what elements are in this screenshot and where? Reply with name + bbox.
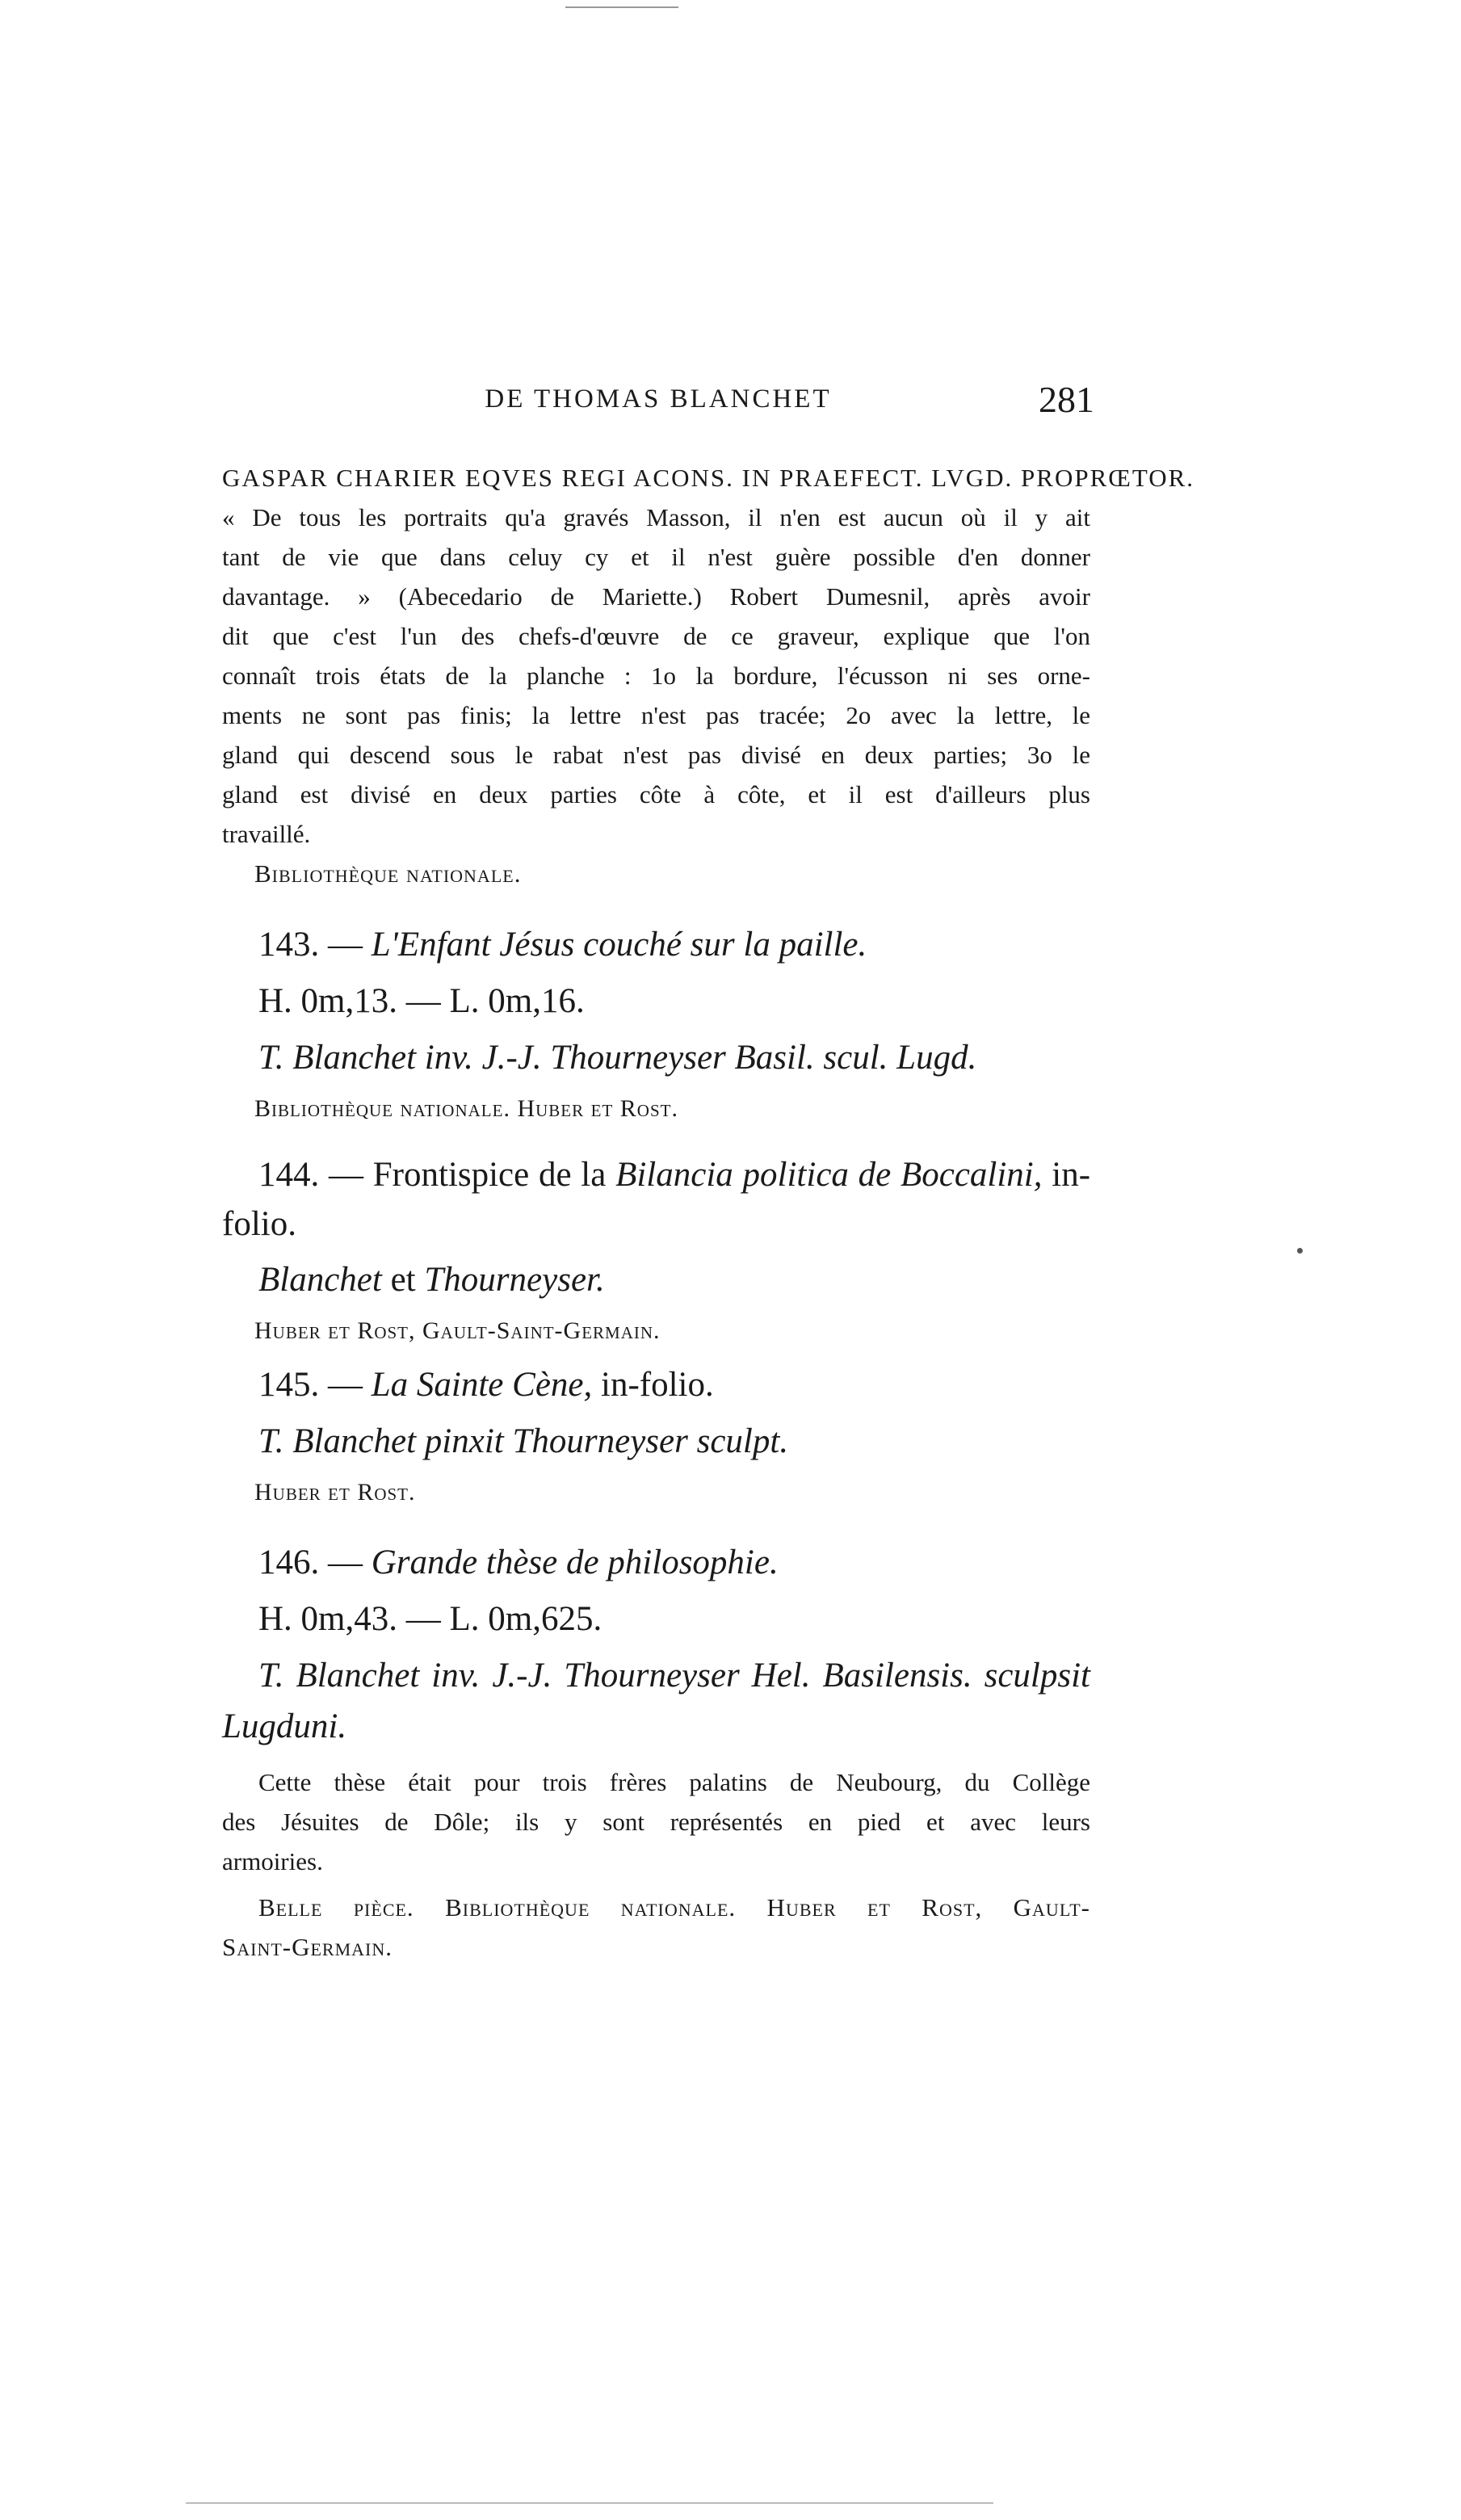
body-line: connaît trois états de la planche : 1o la bordure, l'écusson ni ses orne- <box>222 662 1090 690</box>
entry-title-suffix: in- <box>1052 1156 1091 1194</box>
entry-source: Huber et Rost. <box>254 1479 416 1506</box>
note-line: des Jésuites de Dôle; ils y sont représentés en pied et avec leurs <box>222 1808 1090 1836</box>
entry-signature: T. Blanchet inv. J.-J. Thourneyser Basil. scul. Lugd. <box>258 1039 977 1077</box>
body-line: gland est divisé en deux parties côte à côte, et il est d'ailleurs plus <box>222 780 1090 808</box>
running-title: DE THOMAS BLANCHET <box>485 384 832 414</box>
entry-title: Grande thèse de philosophie. <box>371 1544 779 1581</box>
entry-dimensions: H. 0m,43. — L. 0m,625. <box>258 1600 602 1638</box>
entry-note <box>222 1758 1090 1881</box>
entry-source <box>222 1881 1090 1967</box>
em-dash: — <box>328 926 363 964</box>
ink-speck <box>1297 1248 1303 1254</box>
source-line: Saint-Germain. <box>222 1933 393 1961</box>
body-line: dit que c'est l'un des chefs-d'œuvre de ce graveur, explique que l'on <box>222 622 1090 650</box>
entry-heading <box>222 917 1090 973</box>
catalog-entry-146 <box>222 1535 1090 1967</box>
conjunction: et <box>390 1261 416 1299</box>
body-line: gland qui descend sous le rabat n'est pas divisé en deux parties; 3o le <box>222 741 1090 769</box>
entry-dimensions: H. 0m,13. — L. 0m,16. <box>258 982 585 1020</box>
em-dash: — <box>329 1156 363 1194</box>
entry-signature: T. Blanchet pinxit Thourneyser sculpt. <box>258 1422 789 1460</box>
entry-title-continued: folio. <box>222 1205 296 1243</box>
source-line: Bibliothèque nationale. <box>254 859 522 888</box>
body-line: travaillé. <box>222 820 311 848</box>
note-line: Cette thèse était pour trois frères palatins de Neubourg, du Collège <box>258 1768 1090 1796</box>
entry-number: 146. <box>258 1544 320 1581</box>
engraver-name: Thourneyser. <box>424 1261 605 1299</box>
entry-source: Bibliothèque nationale. Huber et Rost. <box>254 1095 678 1122</box>
catalog-entry-143 <box>222 917 1090 1132</box>
body-line: ments ne sont pas finis; la lettre n'est pas tracée; 2o avec la lettre, le <box>222 701 1090 729</box>
entry-number: 144. <box>258 1156 320 1194</box>
source-line: Belle pièce. Bibliothèque nationale. Huber et Rost, Gault- <box>258 1893 1090 1922</box>
entry-title: Bilancia politica de Boccalini, <box>615 1156 1043 1194</box>
body-line: « De tous les portraits qu'a gravés Masson, il n'en est aucun où il y ait <box>222 503 1090 531</box>
entry-title: L'Enfant Jésus couché sur la paille. <box>371 926 867 964</box>
page-header <box>222 378 1094 426</box>
entry-title-suffix: in-folio. <box>601 1366 714 1404</box>
scan-mark-bottom <box>186 2502 993 2504</box>
entry-heading <box>222 1357 1090 1413</box>
entry-title-prefix: Frontispice de la <box>372 1156 607 1194</box>
entry-signature <box>222 1252 1090 1308</box>
entry-signature: T. Blanchet inv. J.-J. Thourneyser Hel. Basilensis. sculpsit <box>258 1657 1090 1695</box>
em-dash: — <box>328 1366 363 1404</box>
body-line: davantage. » (Abecedario de Mariette.) Robert Dumesnil, après avoir <box>222 582 1090 611</box>
entry-heading <box>222 1147 1090 1203</box>
em-dash: — <box>328 1544 363 1581</box>
page-number: 281 <box>1039 379 1094 420</box>
scan-mark-top <box>565 6 678 8</box>
item-142-continuation <box>222 458 1195 893</box>
entry-heading <box>222 1535 1090 1591</box>
inscription-line: GASPAR CHARIER EQVES REGI ACONS. IN PRAEFECT. LVGD. PROPRŒTOR. <box>222 464 1195 492</box>
entry-number: 143. <box>258 926 320 964</box>
entry-number: 145. <box>258 1366 320 1404</box>
engraver-name: Blanchet <box>258 1261 382 1299</box>
entry-source: Huber et Rost, Gault-Saint-Germain. <box>254 1317 661 1344</box>
catalog-entry-145 <box>222 1357 1090 1515</box>
body-line: tant de vie que dans celuy cy et il n'est guère possible d'en donner <box>222 543 1090 571</box>
entry-title: La Sainte Cène, <box>371 1366 593 1404</box>
catalog-entry-144 <box>222 1147 1090 1354</box>
note-line: armoiries. <box>222 1847 323 1875</box>
entry-signature-continued: Lugduni. <box>222 1707 347 1745</box>
